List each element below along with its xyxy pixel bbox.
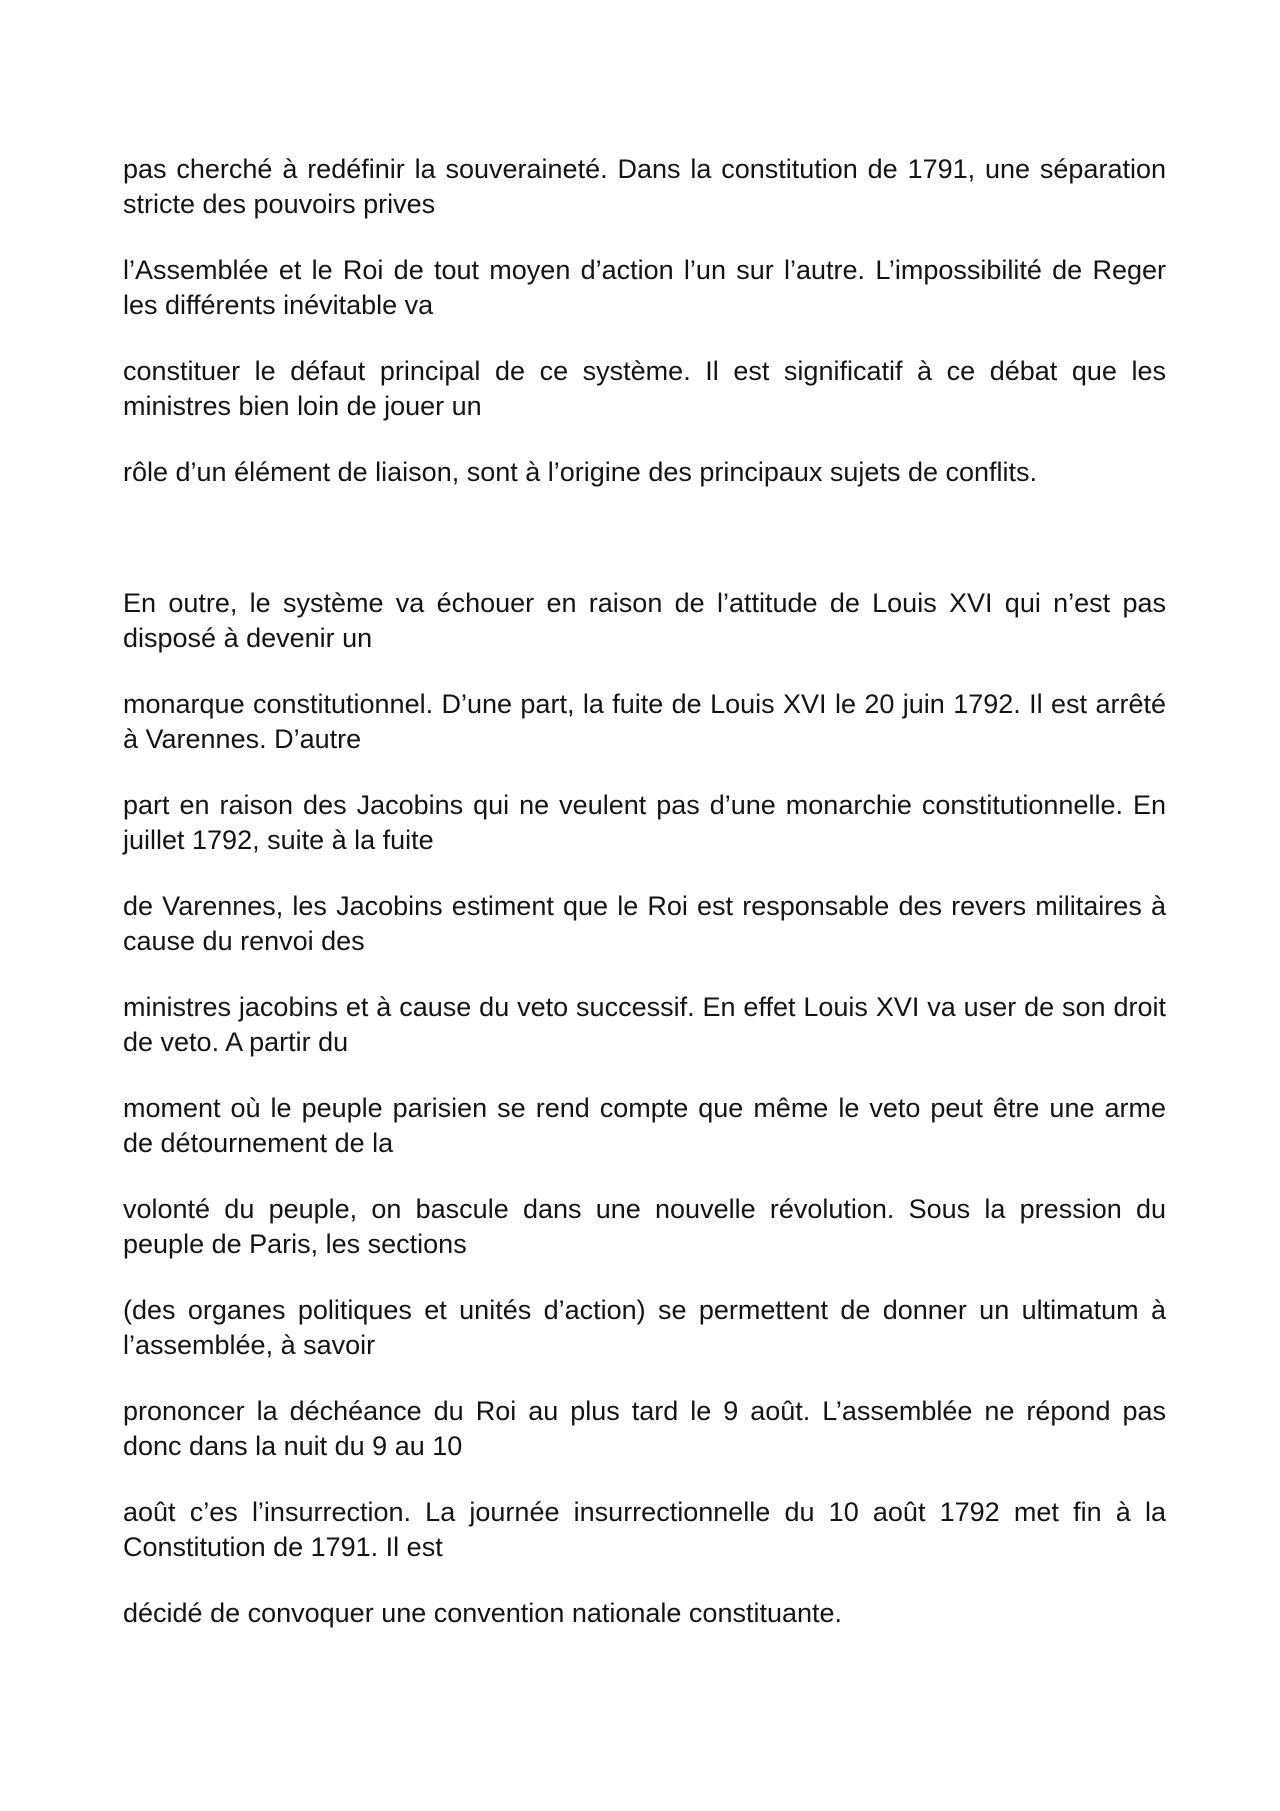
paragraph-3: constituer le défaut principal de ce système. Il est significatif à ce débat que les ministres bien loin de jouer un — [123, 356, 1166, 421]
paragraph-6: monarque constitutionnel. D’une part, la fuite de Louis XVI le 20 juin 1792. Il est arrêté à Varennes. D’autre — [123, 689, 1166, 754]
document-page — [123, 152, 1166, 1662]
paragraph-5: En outre, le système va échouer en raison de l’attitude de Louis XVI qui n’est pas disposé à devenir un — [123, 588, 1166, 653]
paragraph-7: part en raison des Jacobins qui ne veulent pas d’une monarchie constitutionnelle. En juillet 1792, suite à la fuite — [123, 790, 1166, 855]
paragraph-1: pas cherché à redéfinir la souveraineté. Dans la constitution de 1791, une séparation stricte des pouvoirs prives — [123, 154, 1166, 219]
section-gap — [123, 521, 1166, 586]
paragraph-10: moment où le peuple parisien se rend compte que même le veto peut être une arme de détournement de la — [123, 1093, 1166, 1158]
paragraph-9: ministres jacobins et à cause du veto successif. En effet Louis XVI va user de son droit de veto. A partir du — [123, 992, 1166, 1057]
paragraph-4: rôle d’un élément de liaison, sont à l’origine des principaux sujets de conflits. — [123, 457, 1038, 487]
paragraph-15: décidé de convoquer une convention nationale constituante. — [123, 1598, 843, 1628]
paragraph-8: de Varennes, les Jacobins estiment que le Roi est responsable des revers militaires à cause du renvoi des — [123, 891, 1166, 956]
paragraph-14: août c’es l’insurrection. La journée insurrectionnelle du 10 août 1792 met fin à la Constitution de 1791. Il est — [123, 1497, 1166, 1562]
paragraph-12: (des organes politiques et unités d’action) se permettent de donner un ultimatum à l’assemblée, à savoir — [123, 1295, 1166, 1360]
paragraph-13: prononcer la déchéance du Roi au plus tard le 9 août. L’assemblée ne répond pas donc dans la nuit du 9 au 10 — [123, 1396, 1166, 1461]
paragraph-11: volonté du peuple, on bascule dans une nouvelle révolution. Sous la pression du peuple de Paris, les sections — [123, 1194, 1166, 1259]
paragraph-2: l’Assemblée et le Roi de tout moyen d’action l’un sur l’autre. L’impossibilité de Reger les différents inévitable va — [123, 255, 1166, 320]
